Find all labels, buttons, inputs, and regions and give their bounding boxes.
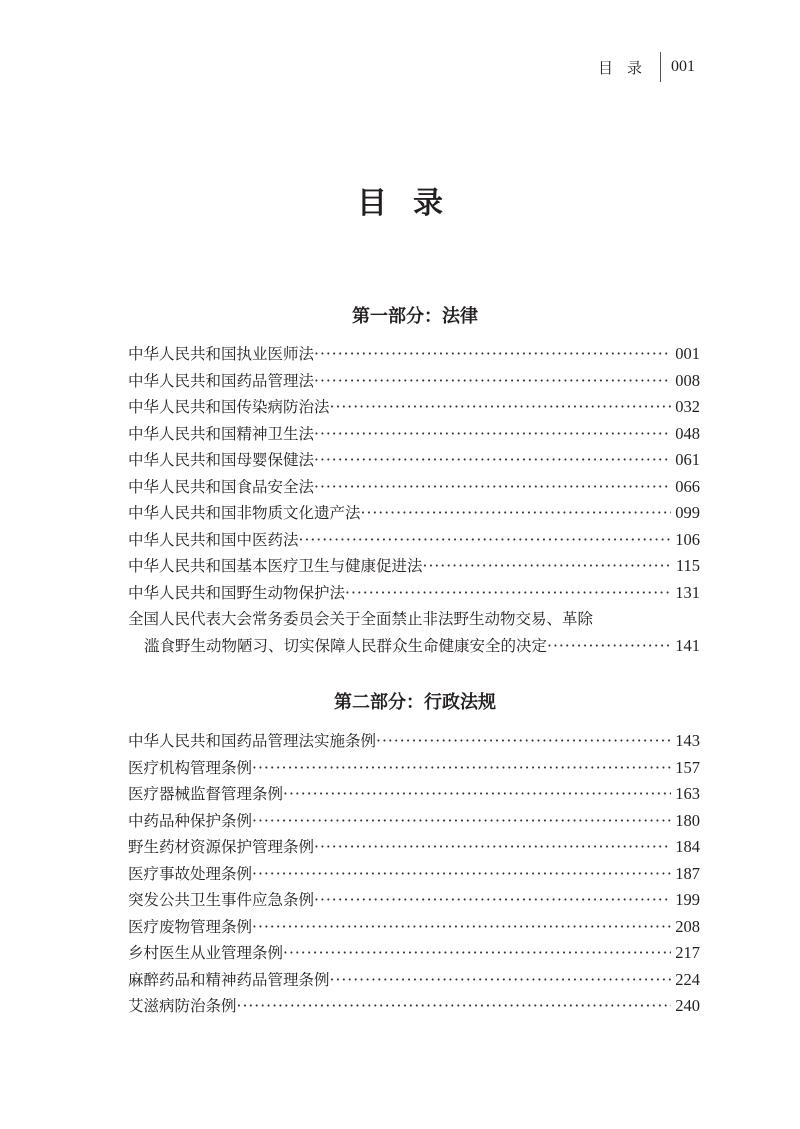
toc-entry-page: 008 [675,370,700,390]
toc-part-1 [128,342,700,660]
toc-entry-page: 224 [675,969,700,989]
toc-entry-page: 143 [675,731,700,750]
running-head-title: 目录 [597,58,656,77]
toc-entry-title: 麻醉药品和精神药品管理条例 [128,970,330,989]
toc-entry[interactable] [128,862,700,889]
toc-entry-title: 中华人民共和国药品管理法 [128,371,315,390]
toc-entry-page: 106 [675,529,700,549]
toc-entry[interactable] [128,994,700,1021]
toc-entry-page: 048 [675,423,700,443]
toc-entry-title: 医疗器械监督管理条例 [128,785,284,803]
leader-dots [252,759,671,777]
toc-entry-title: 医疗事故处理条例 [128,864,253,883]
toc-entry-page: 061 [675,450,700,469]
leader-dots [299,531,672,549]
toc-entry[interactable] [128,782,700,809]
toc-entry[interactable] [128,501,700,528]
toc-part-2 [128,729,700,1021]
toc-entry-title: 中华人民共和国非物质文化遗产法 [128,504,361,522]
toc-entry-title: 中华人民共和国母婴保健法 [128,451,315,469]
toc-entry-title: 中华人民共和国精神卫生法 [128,424,315,443]
toc-entry-line1[interactable] [128,607,700,634]
leader-dots [314,345,671,363]
toc-entry[interactable] [128,422,700,449]
toc-entry[interactable] [128,729,700,756]
toc-entry-title: 中华人民共和国基本医疗卫生与健康促进法 [128,557,423,575]
leader-dots [547,637,671,655]
toc-entry-page: 217 [675,943,700,962]
leader-dots [252,812,671,830]
toc-entry-page: 208 [675,916,700,936]
toc-entry-page: 199 [675,890,700,909]
toc-entry-title: 中药品种保护条例 [128,811,253,830]
toc-entry-title: 中华人民共和国执业医师法 [128,345,315,363]
leader-dots [252,918,671,936]
running-head [598,52,695,82]
toc-entry[interactable] [128,554,700,581]
toc-entry[interactable] [128,395,700,422]
toc-entry-page: 180 [675,810,700,830]
toc-entry-title: 中华人民共和国药品管理法实施条例 [128,732,377,750]
toc-entry[interactable] [128,888,700,915]
leader-dots [283,785,671,803]
toc-entry-page: 184 [675,837,700,856]
toc-entry[interactable] [128,915,700,942]
running-head-divider [660,52,661,82]
toc-entry-page: 240 [675,996,700,1015]
toc-entry-title: 突发公共卫生事件应急条例 [128,891,315,909]
toc-entry[interactable] [128,448,700,475]
toc-entry-title: 乡村医生从业管理条例 [128,944,284,962]
toc-entry-page: 163 [675,784,700,803]
toc-entry-page: 066 [675,476,700,496]
toc-entry-title: 中华人民共和国中医药法 [128,530,299,549]
toc-entry-title: 中华人民共和国食品安全法 [128,477,315,496]
toc-entry-title: 全国人民代表大会常务委员会关于全面禁止非法野生动物交易、革除 [128,610,594,628]
toc-entry[interactable] [128,342,700,369]
page-title: 目录 [357,186,469,221]
leader-dots [314,425,671,443]
toc-entry-page: 141 [675,635,700,655]
toc-entry-page: 131 [675,582,700,602]
leader-dots [314,451,671,469]
part-1-title: 第一部分：法律 [352,306,478,327]
toc-entry-page: 001 [675,344,700,363]
toc-entry-title: 艾滋病防治条例 [128,997,237,1015]
leader-dots [314,478,671,496]
leader-dots [314,372,671,390]
running-head-page-number: 001 [671,58,695,75]
leader-dots [330,971,672,989]
leader-dots [361,504,672,522]
toc-entry-title: 医疗废物管理条例 [128,917,253,936]
toc-entry-page: 115 [675,556,700,575]
toc-entry[interactable] [128,835,700,862]
toc-entry-title: 医疗机构管理条例 [128,758,253,777]
toc-entry[interactable] [128,581,700,608]
toc-entry[interactable] [128,968,700,995]
toc-entry-line2[interactable] [128,634,700,661]
leader-dots [345,584,671,602]
toc-entry-page: 157 [675,757,700,777]
leader-dots [252,865,671,883]
toc-entry[interactable] [128,475,700,502]
leader-dots [314,891,671,909]
toc-entry-page: 099 [675,503,700,522]
toc-entry-title: 滥食野生动物陋习、切实保障人民群众生命健康安全的决定 [144,636,548,655]
leader-dots [237,997,672,1015]
toc-entry[interactable] [128,941,700,968]
leader-dots [423,557,672,575]
toc-entry-title: 中华人民共和国野生动物保护法 [128,583,346,602]
leader-dots [330,398,672,416]
leader-dots [314,838,671,856]
leader-dots [283,944,671,962]
toc-entry-page: 187 [675,863,700,883]
toc-entry[interactable] [128,369,700,396]
leader-dots [376,732,671,750]
toc-entry[interactable] [128,756,700,783]
toc-entry-title: 中华人民共和国传染病防治法 [128,398,330,416]
part-2-title: 第二部分：行政法规 [334,692,496,713]
toc-entry[interactable] [128,528,700,555]
toc-entry[interactable] [128,809,700,836]
toc-entry-page: 032 [675,397,700,416]
toc-entry-title: 野生药材资源保护管理条例 [128,838,315,856]
